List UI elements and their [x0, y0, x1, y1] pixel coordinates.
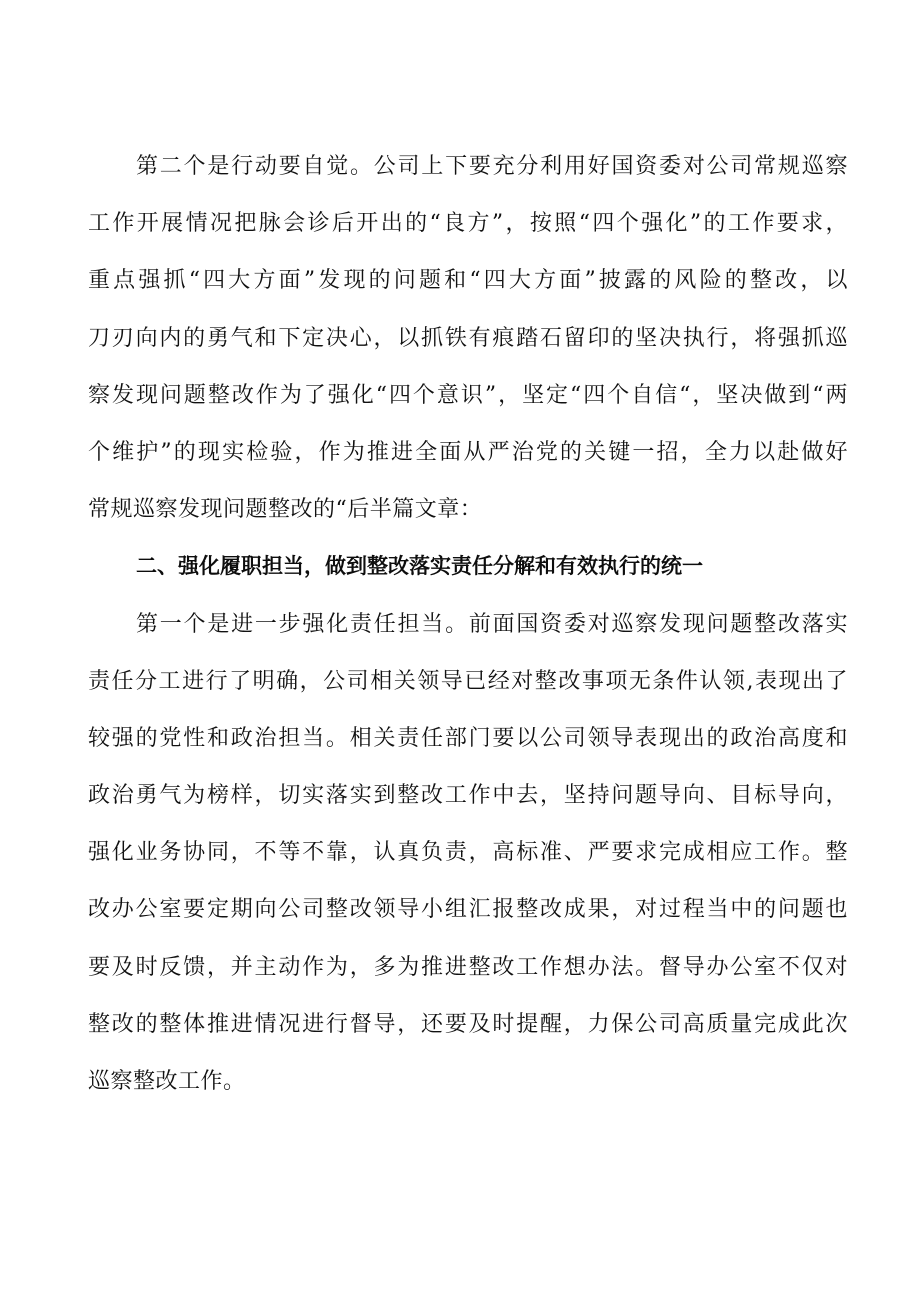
paragraph-1 — [88, 138, 848, 538]
paragraph-line: 个维护”的现实检验，作为推进全面从严治党的关键一招，全力以赴做好 — [88, 439, 848, 465]
paragraph-line: 政治勇气为榜样，切实落实到整改工作中去，坚持问题导向、目标导向， — [88, 783, 848, 809]
paragraph-line: 第一个是进一步强化责任担当。前面国资委对巡察发现问题整改落实 — [136, 611, 848, 637]
paragraph-line: 重点强抓“四大方面”发现的问题和“四大方面”披露的风险的整改，以 — [88, 268, 848, 294]
document-body — [88, 138, 848, 1110]
paragraph-line: 第二个是行动要自觉。公司上下要充分利用好国资委对公司常规巡察 — [136, 154, 848, 179]
paragraph-2 — [88, 596, 848, 1111]
paragraph-line: 整改的整体推进情况进行督导，还要及时提醒，力保公司高质量完成此次 — [88, 1011, 848, 1037]
paragraph-line: 察发现问题整改作为了强化“四个意识”，坚定“四个自信“，坚决做到“两 — [88, 382, 848, 408]
section-heading: 二、强化履职担当，做到整改落实责任分解和有效执行的统一 — [136, 554, 703, 579]
paragraph-line: 改办公室要定期向公司整改领导小组汇报整改成果，对过程当中的问题也 — [88, 897, 848, 923]
paragraph-line: 强化业务协同，不等不靠，认真负责，高标准、严要求完成相应工作。整 — [88, 840, 848, 866]
paragraph-line: 要及时反馈，并主动作为，多为推进整改工作想办法。督导办公室不仅对 — [88, 954, 848, 980]
paragraph-line: 常规巡察发现问题整改的“后半篇文章： — [88, 497, 483, 523]
paragraph-line: 责任分工进行了明确，公司相关领导已经对整改事项无条件认领,表现出了 — [88, 668, 848, 694]
paragraph-line: 较强的党性和政治担当。相关责任部门要以公司领导表现出的政治高度和 — [88, 725, 848, 751]
paragraph-line: 工作开展情况把脉会诊后开出的“良方”，按照“四个强化”的工作要求， — [88, 211, 848, 237]
paragraph-line: 刀刃向内的勇气和下定决心，以抓铁有痕踏石留印的坚决执行，将强抓巡 — [88, 325, 848, 351]
paragraph-line: 巡察整改工作。 — [88, 1069, 246, 1094]
